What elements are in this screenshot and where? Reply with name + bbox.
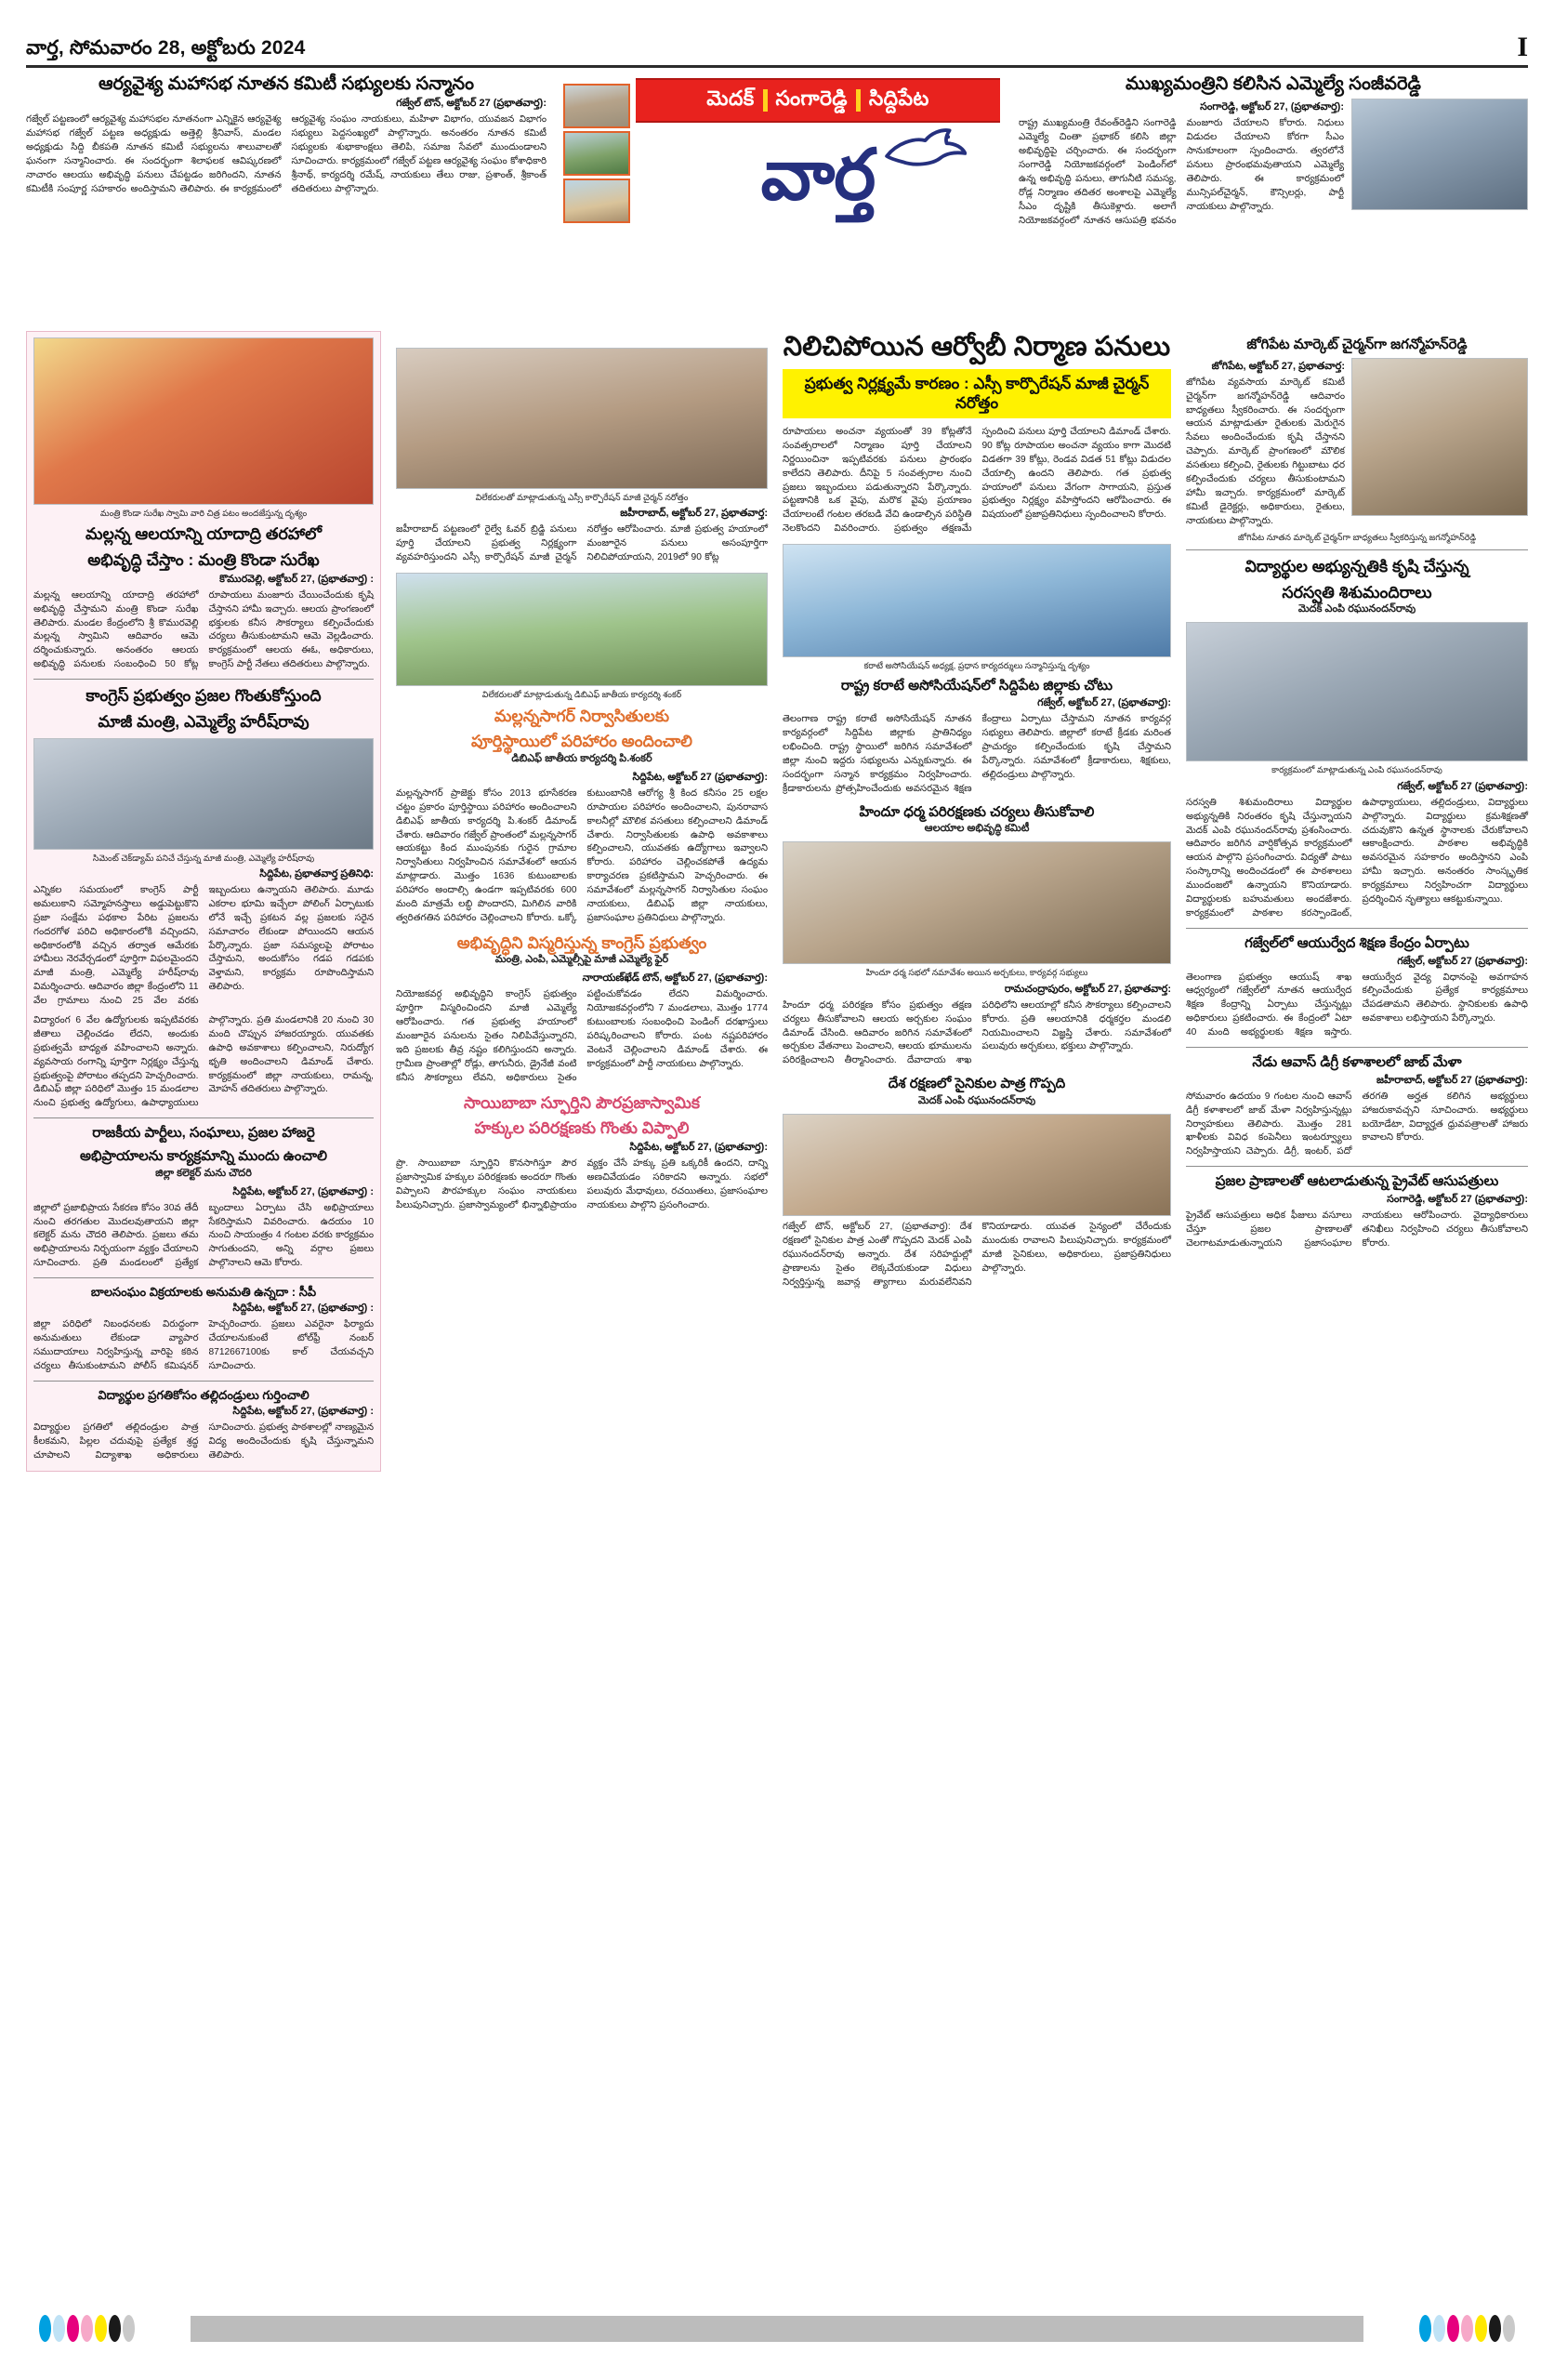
reg-dot-light-cyan — [1433, 2315, 1445, 2342]
lead-body: జహీరాబాద్ పట్టణంలో రైల్వే ఓవర్ బ్రిడ్జి పనులు పూర్తి చేయాలని ప్రభుత్వ నిర్లక్ష్యంగా వ్యవహరిస్తుందని ఎస్సీ కార్పొరేషన్ మాజీ చైర్మన్ నరోత్తం ఆరోపించారు. మాజీ ప్రభుత్వ హయాంలో మంజూరైన పనులు అసంపూర్తిగా నిలిచిపోయాయని, 2019లో 90 కోట్ల — [396, 524, 768, 563]
headline: హిందూ ధర్మ పరిరక్షణకు చర్యలు తీసుకోవాలి — [859, 803, 1095, 820]
headline: బాలసంఘం విక్రయాలకు అనుమతి ఉన్నదా : సీపీ — [90, 1285, 317, 1300]
article-body: జిల్లా పరిధిలో నిబంధనలకు విరుద్ధంగా అనుమతులు లేకుండా వ్యాపార సముదాయాలు నిర్వహిస్తున్న వారిపై కఠిన చర్యలు తీసుకుంటామని పోలీస్ కమిషనర్ హెచ్చరించారు. ప్రజలు ఎవరైనా ఫిర్యాదు చేయాలనుకుంటే టోల్‌ఫ్రీ నంబర్ 8712667100కు కాల్ చేయవచ్చని సూచించారు. — [33, 1319, 374, 1372]
dateline: సంగారెడ్డి, అక్టోబర్ 27 (ప్రభాతవార్త): — [1387, 1193, 1528, 1205]
dateline: సంగారెడ్డి, అక్టోబర్ 27, (ప్రభాతవార్త): — [1200, 101, 1344, 113]
article-body: సోమవారం ఉదయం 9 గంటల నుంచి ఆవాస్ డిగ్రీ కళాశాలలో జాబ్ మేళా నిర్వహిస్తున్నట్లు నిర్వాహకులు తెలిపారు. మొత్తం 281 ఖాళీలకు వివిధ కంపెనీలు ఇంటర్వ్యూలు నిర్వహిస్తాయని చెప్పారు. డిగ్రీ, ఇంటర్, పదో తరగతి అర్హత కలిగిన అభ్యర్థులు హాజరుకావచ్చని సూచించారు. అభ్యర్థులు బయోడేటా, విద్యార్హత ధ్రువపత్రాలతో హాజరు కావాలని కోరారు. — [1186, 1091, 1528, 1157]
dateline: గజ్వేల్, అక్టోబర్ 27 (ప్రభాతవార్త): — [1397, 780, 1528, 792]
article-photo — [1186, 622, 1528, 761]
dateline: సిద్దిపేట, ప్రభాతవార్త ప్రతినిధి: — [259, 867, 374, 879]
dateline: గజ్వేల్ టౌన్, అక్టోబర్ 27 (ప్రభాతవార్త): — [396, 98, 547, 110]
page-number: I — [1517, 32, 1528, 62]
article-body: గజ్వేల్ టౌన్, అక్టోబర్ 27, (ప్రభాతవార్త): దేశ రక్షణలో సైనికుల పాత్ర ఎంతో గొప్పదని మెదక్ ఎంపి రఘునందన్‌రావు అన్నారు. దేశ సరిహద్దుల్లో ప్రాణాలను సైతం లెక్కచేయకుండా విధులు నిర్వర్తిస్తున్న జవాన్ల త్యాగాలు మరువలేనివని కొనియాడారు. యువత సైన్యంలో చేరేందుకు ముందుకు రావాలని పిలుపునిచ్చారు. కార్యక్రమంలో మాజీ సైనికులు, అధికారులు, ప్రజాప్రతినిధులు పాల్గొన్నారు. — [783, 1222, 1171, 1288]
article-body: గజ్వేల్ పట్టణంలో ఆర్యవైశ్య మహాసభల నూతనంగా ఎన్నికైన ఆర్యవైశ్య మహాసభ గజ్వేల్ పట్టణ అధ్యక్షుడు అత్తెల్లి శ్రీనివాస్, మండల అధ్యక్షుడు సిద్ది బీకపతి నూతన కమిటీ సభ్యులను శాలువాలతో ఘనంగా సన్మానించారు. ఈ సందర్భంగా శిలాఫలక ఆవిష్కరణలో నాచారం ఆలయు అభివృద్ధి పనులు చేపట్టడం జరిగిందని, నూతన కమిటీకి సంపూర్ణ సహకారం అందిస్తామని తెలిపారు. ఈ కార్యక్రమంలో ఆర్యవైశ్య సంఘం నాయకులు, మహిళా విభాగం, యువజన విభాగం సభ్యులు పెద్దసంఖ్యలో పాల్గొన్నారు. అనంతరం నూతన కమిటీ సభ్యులకు శుభాకాంక్షలు తెలిపి, సమాజ సేవలో ముందుండాలని సూచించారు. కార్యక్రమంలో గజ్వేల్ పట్టణ ఆర్యవైశ్య సంఘం కోశాధికారి శ్రీనాథ్, కార్యదర్శి రమేష్, నాయకులు తేలు రాజు, ప్రశాంత్, శ్రీకాంత్ తదితరులు పాల్గొన్నారు. — [26, 114, 547, 194]
dove-icon — [881, 121, 967, 173]
featured-box-mallanna — [26, 331, 381, 1472]
headline-kicker: మెదక్ ఎంపి రఘునందన్‌రావు — [1297, 603, 1416, 615]
headline-line-1: సాయిబాబా స్ఫూర్తిని పౌరప్రజాస్వామిక — [464, 1092, 700, 1112]
article-photo — [1351, 358, 1528, 516]
headline-kicker: ఆలయాల అభివృద్ధి కమిటీ — [924, 823, 1030, 835]
reg-dot-light-magenta — [1461, 2315, 1473, 2342]
dateline: జహీరాబాద్, అక్టోబర్ 27, ప్రభాతవార్త: — [620, 508, 768, 520]
dateline: సిద్దిపేట, అక్టోబర్ 27, (ప్రభాతవార్త): — [629, 1142, 768, 1154]
article-photo — [1351, 99, 1528, 210]
lead-headline: నిలిచిపోయిన ఆర్వోబీ నిర్మాణ పనులు — [783, 332, 1171, 362]
masthead-thumb-garden — [563, 131, 630, 176]
reg-dot-grey — [1503, 2315, 1515, 2342]
headline-line-2: సరస్వతి శిశుమందిరాలు — [1282, 582, 1432, 602]
lead-subhead: ప్రభుత్వ నిర్లక్ష్యమే కారణం : ఎస్సీ కార్పొరేషన్ మాజీ చైర్మన్ నరోత్తం — [783, 369, 1171, 418]
photo-caption: కార్యక్రమంలో మాట్లాడుతున్న ఎంపి రఘునందన్‌రావు — [1271, 765, 1442, 775]
headline-line-1: మల్లన్నసాగర్ నిర్వాసితులకు — [494, 706, 670, 725]
dateline: కొముర‌వెల్లి, అక్టోబర్ 27, (ప్రభాతవార్త) : — [219, 573, 374, 585]
photo-caption: విలేకరులతో మాట్లాడుతున్న డిబిఎఫ్ జాతీయ కార్యదర్శి శంకర్ — [481, 690, 682, 700]
reg-dot-yellow — [1475, 2315, 1487, 2342]
district-separator-icon — [763, 89, 768, 112]
dateline: రామచంద్రాపురం, అక్టోబర్ 27, ప్రభాతవార్త: — [1004, 983, 1171, 995]
district-medak: మెదక్ — [706, 86, 755, 110]
headline-line-1: రాజకీయ పార్టీలు, సంఘాలు, ప్రజల హాజరై — [92, 1125, 315, 1142]
divider — [1186, 1047, 1528, 1048]
headline-line-1: కాంగ్రెస్ ప్రభుత్వం ప్రజల గొంతుకోస్తుంది — [86, 686, 322, 706]
reg-dot-light-cyan — [53, 2315, 65, 2342]
reg-dot-cyan — [1419, 2315, 1431, 2342]
dateline: నారాయణ్‌ఖేడ్ టౌన్, అక్టోబర్ 27, (ప్రభాతవార్త): — [582, 972, 768, 985]
article-body: ఎన్నికల సమయంలో కాంగ్రెస్ పార్టీ అమలుకాని సమ్మోహనస్త్రాలు అడ్డుపెట్టుకొని ప్రజా సంక్షేమ పథకాల పేరిట ప్రజలను గందరగోళ పరిచి అధికారంలోకి వచ్చిందని, అధికారంలోకి వచ్చిన తర్వాత ఆమేరకు హామీలు నెరవేర్చడంలో పూర్తిగా విఫలమైందని మాజీ మంత్రి, ఎమ్మెల్యే హరీష్‌రావు విమర్శించారు. ఆదివారం జిల్లా కేంద్రంలోని 11 వేల గ్రామాలు నుంచి 25 వేల వరకు ఇబ్బందులు ఉన్నాయని తెలిపారు. మూడు ఎకరాల భూమి ఇచ్చేలా పోలింగ్ ఏర్పాటుకు లోనే ఇచ్చే ప్రకటన వల్ల ప్రజలకు సరైన సమాచారం లేకుండా పోయిందని ఆయన పేర్కొన్నారు. ప్రజా సమస్యలపై పోరాటం చేస్తామని, అందుకోసం గడప గడపకు వెళ్తామని, కార్యక్రమ రూపొందిస్తామని తెలిపారు. — [33, 884, 374, 1007]
article-body-continued: విద్యారంగ 6 వేల ఉద్యోగులకు ఇప్పటివరకు జీతాలు చెల్లించడం లేదని, అందుకు ప్రభుత్వమే బాధ్యత వహించాలని అన్నారు. వ్యవసాయ రంగాన్ని పూర్తిగా నిర్లక్ష్యం చేస్తున్న ప్రభుత్వంపై పోరాటం తప్పదని హెచ్చరించారు. డిబిఎఫ్ జిల్లా పరిధిలో మొత్తం 15 మండలాల నుంచి ప్రభుత్వ ఉద్యోగులు, ఉపాధ్యాయులు పాల్గొన్నారు. ప్రతి మండలానికి 20 నుంచి 30 మంది చొప్పున హాజరయ్యారు. యువతకు ఉపాధి అవకాశాలు కల్పించాలని, నిరుద్యోగ భృతి అందించాలని డిమాండ్ చేశారు. కార్యక్రమంలో జిల్లా నాయకులు, రామన్న, మోహన్ తదితరులు పాల్గొన్నారు. — [33, 1014, 374, 1109]
registration-marks-left — [39, 2315, 135, 2342]
logo-block — [563, 73, 1000, 229]
headline-kicker: మంత్రి, ఎంపి, ఎమ్మెల్సీపై మాజీ ఎమ్మెల్యే ఫైర్ — [494, 954, 669, 966]
headline: ముఖ్యమంత్రిని కలిసిన ఎమ్మెల్యే సంజీవరెడ్డి — [1126, 73, 1421, 94]
article-body: విద్యార్థుల ప్రగతిలో తల్లిదండ్రుల పాత్ర కీలకమని, పిల్లల చదువుపై ప్రత్యేక శ్రద్ధ చూపాలని విద్యాశాఖ అధికారులు సూచించారు. ప్రభుత్వ పాఠశాలల్లో నాణ్యమైన విద్య అందించేందుకు కృషి చేస్తున్నామని తెలిపారు. — [33, 1422, 374, 1461]
headline-line-2: మాజీ మంత్రి, ఎమ్మెల్యే హరీష్‌రావు — [98, 711, 309, 731]
headline: విద్యార్థుల ప్రగతికోసం తల్లిదండ్రులు గుర్తించాలి — [98, 1387, 309, 1402]
headline: అభివృద్ధిని విస్మరిస్తున్న కాంగ్రెస్ ప్రభుత్వం — [456, 932, 707, 952]
registration-grey-bar — [191, 2316, 1363, 2342]
article-photo — [396, 573, 768, 686]
masthead-rule — [26, 65, 1528, 68]
article-body: జోగిపేట వ్యవసాయ మార్కెట్ కమిటీ చైర్మన్‌గా జగన్మోహన్‌రెడ్డి ఆదివారం బాధ్యతలు స్వీకరించారు. ఈ సందర్భంగా ఆయన మాట్లాడుతూ రైతులకు మెరుగైన సేవలు అందించేందుకు కృషి చేస్తానని చెప్పారు. మార్కెట్ ప్రాంగణంలో మౌలిక వసతులు కల్పించి, రైతులకు గిట్టుబాటు ధర కల్పించేందుకు చర్యలు తీసుకుంటామని హామీ ఇచ్చారు. కార్యక్రమంలో మార్కెట్ కమిటీ డైరెక్టర్లు, అధికారులు, రైతులు, నాయకులు పాల్గొన్నారు. — [1186, 377, 1345, 526]
article-body: రాష్ట్ర ముఖ్యమంత్రి రేవంత్‌రెడ్డిని సంగారెడ్డి ఎమ్మెల్యే చింతా ప్రభాకర్ కలిసి జిల్లా అభివృద్ధిపై చర్చించారు. ఈ సందర్భంగా సంగారెడ్డి నియోజకవర్గంలో పెండింగ్‌లో ఉన్న అభివృద్ధి పనులు, తాగునీటి సమస్య, రోడ్ల నిర్మాణం తదితర అంశాలపై ఎమ్మెల్యే సీఎం దృష్టికి తీసుకెళ్లారు. అలాగే నియోజకవర్గంలో నూతన ఆసుపత్రి భవనం మంజూరు చేయాలని కోరారు. నిధులు విడుదల చేయాలని కోరగా సీఎం సానుకూలంగా స్పందించారు. త్వరలోనే పనులు ప్రారంభమవుతాయని ఎమ్మెల్యే తెలిపారు. ఈ కార్యక్రమంలో మున్సిపల్‌చైర్మన్, కౌన్సిలర్లు, పార్టీ నాయకులు పాల్గొన్నారు. — [1019, 118, 1344, 226]
divider — [1186, 549, 1528, 550]
article-photo — [783, 841, 1171, 964]
dateline: సిద్దిపేట, అక్టోబర్ 27, (ప్రభాతవార్త) : — [232, 1185, 374, 1197]
photo-caption: విలేకరులతో మాట్లాడుతున్న ఎస్సీ కార్పొరేషన్ మాజీ చైర్మన్ నరోత్తం — [475, 493, 689, 502]
dateline: సిద్దిపేట, అక్టోబర్ 27, (ప్రభాతవార్త) : — [232, 1302, 374, 1315]
headline-kicker: మెదక్ ఎంపి రఘునందన్‌రావు — [917, 1095, 1036, 1107]
photo-caption: కరాటే అసోసియేషన్ అధ్యక్ష, ప్రధాన కార్యదర్శులు సన్మానిస్తున్న దృశ్యం — [863, 661, 1090, 671]
lead-photo — [396, 348, 768, 489]
divider — [33, 1381, 374, 1382]
dateline: జహీరాబాద్, అక్టోబర్ 27 (ప్రభాతవార్త): — [1376, 1074, 1528, 1086]
article-photo — [783, 544, 1171, 657]
registration-marks-right — [1419, 2315, 1515, 2342]
dateline: జోగిపేట, అక్టోబర్ 27, ప్రభాతవార్త: — [1211, 360, 1345, 372]
dateline: సిద్దిపేట, అక్టోబర్ 27 (ప్రభాతవార్త): — [632, 771, 768, 783]
headline-kicker: జిల్లా కలెక్టర్ మను చౌదరి — [155, 1167, 252, 1179]
masthead — [26, 32, 1528, 63]
masthead-logo-title: వార్త — [760, 136, 876, 215]
dateline: గజ్వేల్, అక్టోబర్ 27, (ప్రభాతవార్త): — [1037, 697, 1171, 709]
article-body: మల్లన్న ఆలయాన్ని యాదాద్రి తరహాలో అభివృద్ధి చేస్తామని మంత్రి కొండా సురేఖ తెలిపారు. మండల కేంద్రంలోని శ్రీ కొముర‌వెల్లి మల్లన్న స్వామిని ఆదివారం ఆమె దర్శించుకున్నారు. అనంతరం ఆలయ అభివృద్ధి పనులకు సంబంధించి 50 కోట్ల రూపాయలు మంజూరు చేయించేందుకు కృషి చేస్తానని హామీ ఇచ్చారు. ఆలయ ప్రాంగణంలో భక్తులకు కనీస సౌకర్యాలు కల్పించేందుకు చర్యలు తీసుకుంటామని ఆమె వెల్లడించారు. కార్యక్రమంలో ఆలయ ఈఓ, అధికారులు, కాంగ్రెస్ పార్టీ నేతలు తదితరులు పాల్గొన్నారు. — [33, 589, 374, 670]
headline-line-2: హక్కుల పరిరక్షణకు గొంతు విప్పాలి — [474, 1118, 690, 1138]
headline: ఆర్యవైశ్య మహాసభ నూతన కమిటీ సభ్యులకు సన్మానం — [98, 73, 474, 94]
headline-line-2: అభిప్రాయాలను కార్యక్రమాన్ని ముందు ఉంచాలి — [79, 1147, 328, 1164]
divider — [1186, 1166, 1528, 1167]
district-siddipet: సిద్దిపేట — [868, 86, 929, 110]
headline: ప్రజల ప్రాణాలతో ఆటలాడుతున్న ప్రైవేట్ ఆసుపత్రులు — [1215, 1173, 1499, 1190]
reg-dot-grey — [123, 2315, 135, 2342]
headline-kicker: డిబిఎఫ్ జాతీయ కార్యదర్శి పి.శంకర్ — [511, 752, 652, 764]
divider — [33, 1117, 374, 1118]
headline: రాష్ట్ర కరాటే అసోసియేషన్‌లో సిద్దిపేట జిల్లాకు చోటు — [840, 677, 1113, 694]
reg-dot-light-magenta — [81, 2315, 93, 2342]
headline: నేడు ఆవాస్ డిగ్రీ కళాశాలలో జాబ్ మేళా — [1252, 1053, 1462, 1070]
header-band — [26, 73, 1528, 324]
column-c — [783, 331, 1171, 1289]
header-article-left — [26, 73, 547, 197]
article-body: సరస్వతి శిశుమందిరాలు విద్యార్థుల అభ్యున్నతికి నిరంతరం కృషి చేస్తున్నాయని మెదక్ ఎంపి రఘునందన్‌రావు ప్రశంసించారు. ఆదివారం జరిగిన వార్షికోత్సవ కార్యక్రమంలో ఆయన పాల్గొని ప్రసంగించారు. విద్యతో పాటు సంస్కారాన్ని అందించడంలో ఈ పాఠశాలలు ముందంజలో ఉన్నాయని కొనియాడారు. విద్యార్థులకు బహుమతులు అందజేశారు. కార్యక్రమంలో పాఠశాల కరస్పాండెంట్, ఉపాధ్యాయులు, తల్లిదండ్రులు, విద్యార్థులు పాల్గొన్నారు. విద్యార్థులు క్రమశిక్షణతో చదువుకొని ఉన్నత స్థానాలకు చేరుకోవాలని ఆకాంక్షించారు. పాఠశాల అభివృద్ధికి అవసరమైన సహకారం అందిస్తానని ఎంపి హామీ ఇచ్చారు. అనంతరం సాంస్కృతిక కార్యక్రమాలు నిర్వహించగా విద్యార్థులు ప్రదర్శించిన నృత్యాలు ఆకట్టుకున్నాయి. — [1186, 797, 1528, 919]
article-body: ప్రొ. సాయిబాబా స్ఫూర్తిని కొనసాగిస్తూ పౌర ప్రజాస్వామిక హక్కుల పరిరక్షణకు అందరూ గొంతు విప్పాలని పౌరహక్కుల సంఘం నాయకులు పిలుపునిచ్చారు. ప్రజాస్వామ్యంలో భిన్నాభిప్రాయం వ్యక్తం చేసే హక్కు ప్రతి ఒక్కరికీ ఉందని, దాన్ని అణచివేయడం సరికాదని అన్నారు. సభలో పలువురు మేధావులు, రచయితలు, ప్రజాసంఘాల నాయకులు పాల్గొని ప్రసంగించారు. — [396, 1158, 768, 1210]
lead-body-continued: రూపాయలు అంచనా వ్యయంతో 39 కోట్లతోనే సంవత్సరాలలో నిర్మాణం పూర్తి చేయాలని నిర్ణయించినా ఇప్పటివరకు పనులు ప్రారంభం కాలేదని తెలిపారు. దీనిపై 5 సంవత్సరాల నుంచి ప్రజలు ఇబ్బందులు పడుతున్నారని పేర్కొన్నారు. పట్టణానికి ఒక వైపు, మరొక వైపు ప్రయాణం చేయాలంటే గంటల తరబడి వేచి ఉండాల్సిన పరిస్థితి నెలకొందని వివరించారు. ప్రభుత్వం తక్షణమే స్పందించి పనులు పూర్తి చేయాలని డిమాండ్ చేశారు. 90 కోట్ల రూపాయల అంచనా వ్యయం కాగా మొదటి విడతగా 39 కోట్లు, రెండవ విడత 51 కోట్లు విడుదల చేయాల్సి ఉందని తెలిపారు. గత ప్రభుత్వ హయాంలో పనులు వేగంగా సాగాయని, ప్రస్తుత ప్రభుత్వం నిర్లక్ష్యం వహిస్తోందని ఆరోపించారు. ఈ విషయంలో ప్రజాప్రతినిధులు స్పందించాలని కోరారు. — [783, 427, 1171, 535]
masthead-thumb-temple — [563, 84, 630, 128]
article-photo — [33, 738, 374, 850]
headline-line-1: మల్లన్న ఆలయాన్ని యాదాద్రి తరహాలో — [86, 524, 322, 544]
headline: జోగిపేట మార్కెట్ చైర్మన్‌గా జగన్మోహన్‌రెడ్డి — [1246, 337, 1468, 352]
article-photo — [33, 337, 374, 505]
district-banner — [636, 78, 1000, 123]
reg-dot-cyan — [39, 2315, 51, 2342]
article-body: ప్రైవేట్ ఆసుపత్రులు అధిక ఫీజులు వసూలు చేస్తూ ప్రజల ప్రాణాలతో చెలగాటమాడుతున్నాయని ప్రజాసంఘాల నాయకులు ఆరోపించారు. వైద్యాధికారులు తనిఖీలు నిర్వహించి చర్యలు తీసుకోవాలని కోరారు. — [1186, 1210, 1528, 1249]
headline: గజ్వేల్‌లో ఆయుర్వేద శిక్షణ కేంద్రం ఏర్పాటు — [1245, 934, 1469, 951]
divider — [33, 679, 374, 680]
district-separator-icon — [856, 89, 861, 112]
district-sangareddy: సంగారెడ్డి — [775, 86, 848, 110]
header-article-right — [1019, 73, 1528, 229]
divider — [1186, 928, 1528, 929]
reg-dot-black — [1489, 2315, 1501, 2342]
reg-dot-yellow — [95, 2315, 107, 2342]
print-registration-bar — [0, 2313, 1554, 2345]
reg-dot-magenta — [1447, 2315, 1459, 2342]
column-a — [26, 331, 381, 1472]
divider — [33, 1277, 374, 1278]
headline-line-2: అభివృద్ధి చేస్తాం : మంత్రి కొండా సురేఖ — [87, 550, 320, 570]
headline-line-1: విద్యార్థుల అభ్యున్నతికి కృషి చేస్తున్న — [1245, 556, 1469, 575]
article-body: నియోజకవర్గ అభివృద్ధిని కాంగ్రెస్ ప్రభుత్వం పూర్తిగా విస్మరించిందని మాజీ ఎమ్మెల్యే ఆరోపించారు. గత ప్రభుత్వ హయాంలో మంజూరైన పనులను సైతం నిలిపివేస్తున్నారని, ఇది ప్రజలకు తీవ్ర నష్టం కలిగిస్తుందని అన్నారు. గ్రామీణ ప్రాంతాల్లో రోడ్లు, తాగునీరు, డ్రైనేజీ వంటి కనీస సౌకర్యాలు లేవని, అధికారులు సైతం పట్టించుకోవడం లేదని విమర్శించారు. నియోజకవర్గంలోని 7 మండలాలు, మొత్తం 1774 కుటుంబాలకు సంబంధించి పెండింగ్ దరఖాస్తులు పరిష్కరించాలని కోరారు. పంట నష్టపరిహారం వెంటనే చెల్లించాలని డిమాండ్ చేశారు. ఈ కార్యక్రమంలో పార్టీ నాయకులు పాల్గొన్నారు. — [396, 989, 768, 1083]
article-body: జిల్లాలో ప్రజాభిప్రాయ సేకరణ కోసం 30వ తేదీ నుంచి తరగతుల మొదలవుతాయని జిల్లా కలెక్టర్ మను చౌదరి తెలిపారు. ప్రజలు తమ అభిప్రాయాలను నిర్భయంగా వ్యక్తం చేయాలని సూచించారు. ప్రతి మండలంలో ప్రత్యేక బృందాలు ఏర్పాటు చేసి అభిప్రాయాలు సేకరిస్తామని వివరించారు. ఉదయం 10 నుంచి సాయంత్రం 4 గంటల వరకు కార్యక్రమం సాగుతుందని, అన్ని వర్గాల ప్రజలు పాల్గొనాలని ఆమె కోరారు. — [33, 1202, 374, 1269]
photo-caption: జోగిపేట నూతన మార్కెట్ చైర్మన్‌గా బాధ్యతలు స్వీకరిస్తున్న జగన్మోహన్‌రెడ్డి — [1237, 532, 1477, 542]
article-body: మల్లన్నసాగర్ ప్రాజెక్టు కోసం 2013 భూసేకరణ చట్టం ప్రకారం పూర్తిస్థాయి పరిహారం అందించాలని డిబిఎఫ్ జాతీయ కార్యదర్శి పి.శంకర్ డిమాండ్ చేశారు. ఆదివారం గజ్వేల్ ప్రాంతంలో మల్లన్నసాగర్ ఆయకట్టు కింద ముంపునకు గురైన గ్రామాల నిర్వాసితులు నిర్వహించిన సమావేశంలో ఆయన మాట్లాడారు. మొత్తం 1636 కుటుంబాలకు పరిహారం అందాల్సి ఉండగా ఇప్పటివరకు 600 మంది మాత్రమే లబ్ధి పొందారని, మిగిలిన వారికి త్వరితగతిన పరిహారం చెల్లించాలని కోరారు. ఒక్కో కుటుంబానికి ఆరోగ్య శ్రీ కింద కనీసం 25 లక్షల రూపాయల పరిహారం అందించాలని, పునరావాస కాలనీల్లో మౌలిక వసతులు కల్పించాలని డిమాండ్ చేశారు. నిర్వాసితులకు ఉపాధి అవకాశాలు కల్పించాలని, యువతకు ఉద్యోగాలు ఇవ్వాలని కోరారు. పరిహారం చెల్లించకపోతే ఉద్యమ కార్యాచరణ ప్రకటిస్తామని హెచ్చరించారు. ఈ సమావేశంలో మల్లన్నసాగర్ నిర్వాసితుల సంఘం నాయకులు, డిబిఎఫ్ జిల్లా నాయకులు, ప్రజాసంఘాల ప్రతినిధులు పాల్గొన్నారు. — [396, 787, 768, 923]
headline-line-2: పూర్తిస్థాయిలో పరిహారం అందించాలి — [471, 732, 692, 751]
photo-caption: మంత్రి కొండా సురేఖ స్వామి వారి చిత్ర పటం అందజేస్తున్న దృశ్యం — [99, 509, 308, 518]
main-content — [26, 331, 1528, 2265]
dateline: సిద్దిపేట, అక్టోబర్ 27, (ప్రభాతవార్త) : — [232, 1406, 374, 1418]
headline: దేశ రక్షణలో సైనికుల పాత్ర గొప్పది — [888, 1076, 1066, 1092]
masthead-date: వార్త, సోమవారం 28, అక్టోబరు 2024 — [26, 37, 306, 59]
column-b — [396, 331, 768, 1213]
column-d — [1186, 331, 1528, 1251]
article-body: తెలంగాణ ప్రభుత్వం ఆయుష్ శాఖ ఆధ్వర్యంలో గజ్వేల్‌లో నూతన ఆయుర్వేద శిక్షణ కేంద్రాన్ని ఏర్పాటు చేస్తున్నట్లు అధికారులు ప్రకటించారు. ఈ కేంద్రంలో ఏటా 40 మంది అభ్యర్థులకు శిక్షణ ఇస్తారు. ఆయుర్వేద వైద్య విధానంపై అవగాహన కల్పించేందుకు ప్రత్యేక కార్యక్రమాలు చేపడతామని తెలిపారు. స్థానికులకు ఉపాధి అవకాశాలు లభిస్తాయని పేర్కొన్నారు. — [1186, 972, 1528, 1038]
reg-dot-magenta — [67, 2315, 79, 2342]
article-photo — [783, 1114, 1171, 1216]
photo-caption: సిమెంట్ చెక్‌డ్యామ్ పనిచే చేస్తున్న మాజీ మంత్రి, ఎమ్మెల్యే హరీష్‌రావు — [92, 853, 315, 863]
dateline: గజ్వేల్, అక్టోబర్ 27 (ప్రభాతవార్త): — [1397, 955, 1528, 967]
article-body: తెలంగాణ రాష్ట్ర కరాటే అసోసియేషన్ నూతన కార్యవర్గంలో సిద్దిపేట జిల్లాకు ప్రాతినిధ్యం లభించింది. రాష్ట్ర స్థాయిలో జరిగిన సమావేశంలో జిల్లా నుంచి ఇద్దరు సభ్యులను ఎన్నుకున్నారు. ఈ సందర్భంగా సన్మాన కార్యక్రమం నిర్వహించారు. క్రీడాకారులను ప్రోత్సహించేందుకు అవసరమైన శిక్షణ కేంద్రాలు ఏర్పాటు చేస్తామని నూతన కార్యవర్గ సభ్యులు తెలిపారు. జిల్లాలో కరాటే క్రీడకు మరింత ప్రాచుర్యం కల్పించేందుకు కృషి చేస్తామని పేర్కొన్నారు. సమావేశంలో క్రీడాకారులు, శిక్షకులు, తల్లిదండ్రులు పాల్గొన్నారు. — [783, 714, 1171, 794]
masthead-thumb-monument — [563, 178, 630, 223]
photo-caption: హిందూ ధర్మ సభలో నమావేశం అయిన అర్చకులు, కార్యవర్గ సభ్యులు — [865, 968, 1088, 978]
masthead-photo-strip — [563, 84, 630, 223]
article-body: హిందూ ధర్మ పరిరక్షణ కోసం ప్రభుత్వం తక్షణ చర్యలు తీసుకోవాలని ఆలయ అర్చకుల సంఘం డిమాండ్ చేసింది. ఆదివారం జరిగిన సమావేశంలో అర్చకుల వేతనాలు పెంచాలని, ఆలయ భూములను పరిరక్షించాలని తీర్మానించారు. దేవాదాయ శాఖ పరిధిలోని ఆలయాల్లో కనీస సౌకర్యాలు కల్పించాలని కోరారు. ప్రతి ఆలయానికి ధర్మకర్తల మండలి నియమించాలని విజ్ఞప్తి చేశారు. సమావేశంలో పలువురు అర్చకులు, భక్తులు పాల్గొన్నారు. — [783, 999, 1171, 1066]
reg-dot-black — [109, 2315, 121, 2342]
